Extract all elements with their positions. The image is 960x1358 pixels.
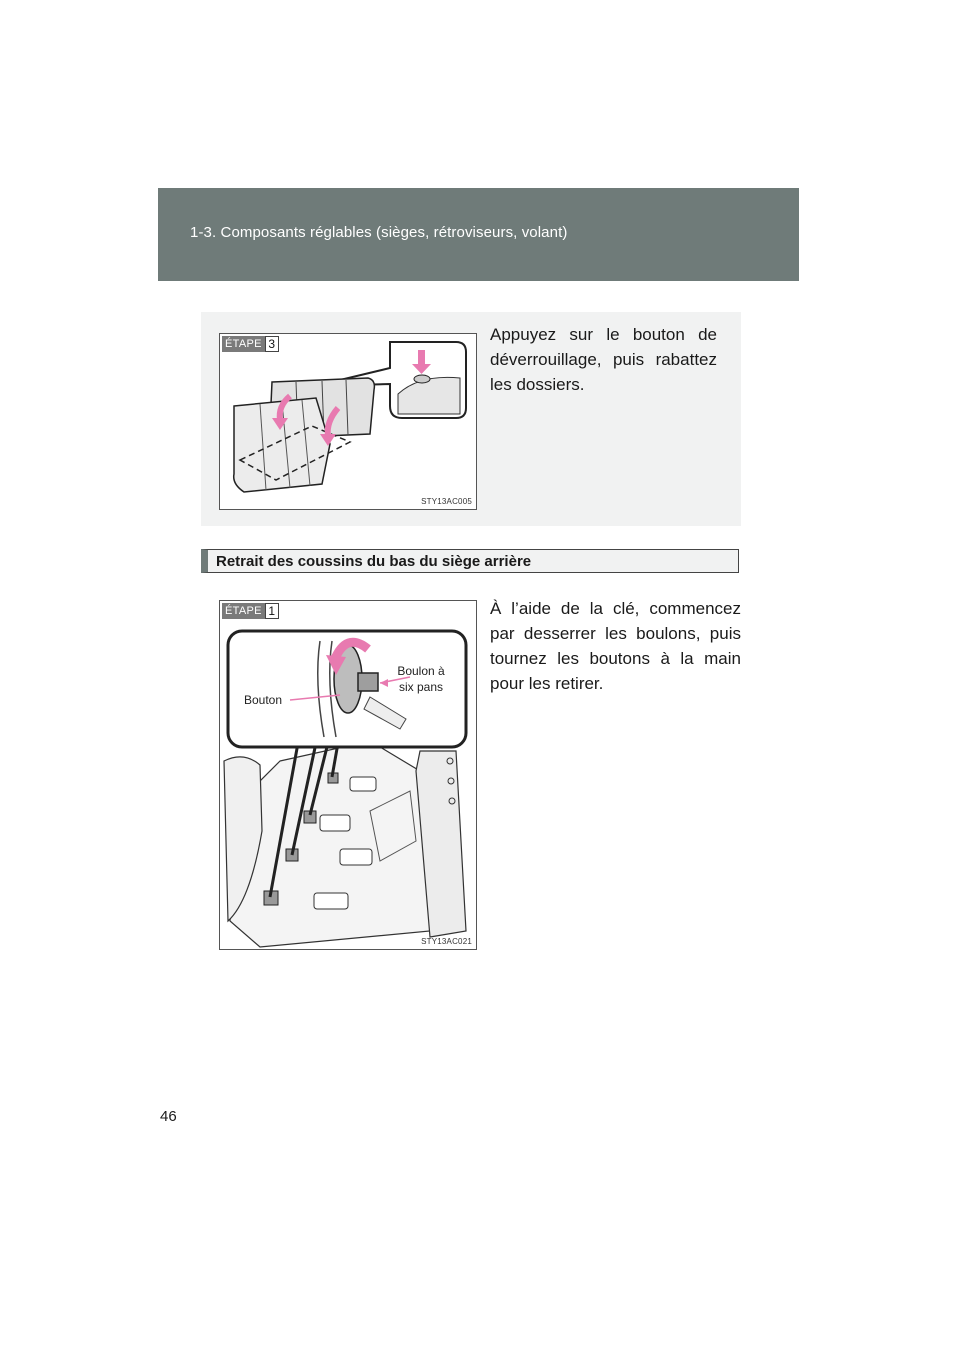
figure-code: STY13AC005	[421, 497, 472, 506]
seat-fold-drawing	[220, 334, 476, 509]
seat-fold-illustration	[219, 333, 477, 510]
step-3-instruction: Appuyez sur le bouton de déverrouillage, puis rabattez les dossiers.	[490, 325, 717, 394]
step-number: 1	[265, 603, 279, 619]
figure-code: STY13AC021	[421, 937, 472, 946]
step-badge	[222, 603, 279, 619]
chapter-header	[158, 188, 799, 281]
cushion-removal-drawing	[220, 601, 476, 949]
step-label: ÉTAPE	[222, 336, 265, 352]
callout-bolt-label: Boulon à six pans	[397, 664, 445, 694]
step-1-instruction: À l’aide de la clé, commencez par desserrer les boulons, puis tournez les boutons à la main pour les retirer.	[490, 599, 741, 693]
section-heading: Retrait des coussins du bas du siège arrière	[201, 549, 739, 573]
callout-knob-label: Bouton	[244, 693, 283, 707]
chapter-title: 1-3. Composants réglables (sièges, rétroviseurs, volant)	[190, 224, 568, 241]
step-badge	[222, 336, 279, 352]
page-number: 46	[160, 1108, 177, 1125]
step-label: ÉTAPE	[222, 603, 265, 619]
step-number: 3	[265, 336, 279, 352]
cushion-removal-illustration	[219, 600, 477, 950]
